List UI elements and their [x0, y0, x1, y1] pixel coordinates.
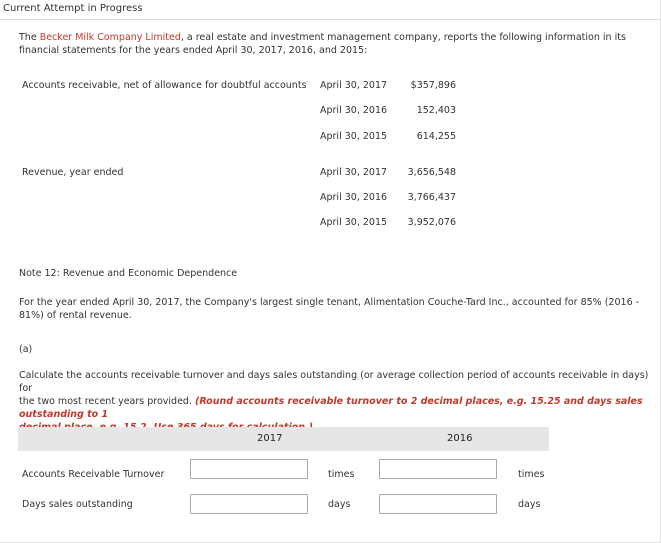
part-line1: Calculate the accounts receivable turnover and days sales outstanding (or average collection period of accounts receivable in days) for	[19, 370, 649, 394]
note-title: Note 12: Revenue and Economic Dependence	[19, 268, 238, 279]
accounts-receivable-label: Accounts receivable, net of allowance for doubtful accounts	[22, 80, 307, 91]
attempt-status-title: Current Attempt in Progress	[3, 3, 143, 14]
revenue-date-2015: April 30, 2015	[320, 217, 388, 228]
attempt-header	[0, 0, 661, 20]
part-instructions	[19, 369, 661, 434]
ar-date-2017: April 30, 2017	[320, 80, 388, 91]
intro-line1-rest: , a real estate and investment management company, reports the following information in its	[180, 32, 626, 43]
part-line2-plain: the two most recent years provided.	[19, 396, 195, 407]
note-line1: For the year ended April 30, 2017, the Company's largest single tenant, Alimentation Couche-Tard Inc., accounted for 85% (2016 -	[19, 297, 640, 308]
revenue-date-2017: April 30, 2017	[320, 167, 388, 178]
ar-value-2017: $357,896	[410, 80, 456, 91]
company-name: Becker Milk Company Limited	[39, 32, 181, 43]
intro-line2: financial statements for the years ended April 30, 2017, 2016, and 2015:	[19, 45, 368, 56]
dso-2017-unit: days	[328, 499, 351, 510]
dso-2017-input[interactable]	[190, 494, 308, 514]
ar-date-2015: April 30, 2015	[320, 131, 388, 142]
intro-prefix: The	[19, 32, 40, 43]
ar-date-2016: April 30, 2016	[320, 105, 388, 116]
dso-2016-unit: days	[518, 499, 541, 510]
dso-2016-input[interactable]	[379, 494, 497, 514]
ar-turnover-2017-unit: times	[328, 469, 355, 480]
year-header-2017: 2017	[257, 433, 283, 444]
year-header-2016: 2016	[447, 433, 473, 444]
ar-turnover-label: Accounts Receivable Turnover	[22, 469, 165, 480]
note-paragraph	[19, 296, 639, 322]
revenue-value-2017: 3,656,548	[407, 167, 456, 178]
ar-turnover-2017-input[interactable]	[190, 459, 308, 479]
revenue-value-2016: 3,766,437	[407, 192, 456, 203]
part-label: (a)	[19, 344, 33, 355]
note-line2: 81%) of rental revenue.	[19, 310, 132, 321]
revenue-value-2015: 3,952,076	[407, 217, 456, 228]
ar-turnover-2016-unit: times	[518, 469, 545, 480]
intro-paragraph	[19, 31, 626, 57]
rounding-instruction: (Round accounts receivable turnover to 2 decimal places, e.g. 15.25 and days sales outstanding to 1	[19, 396, 643, 420]
ar-value-2016: 152,403	[416, 105, 456, 116]
revenue-label: Revenue, year ended	[22, 167, 124, 178]
dso-label: Days sales outstanding	[22, 499, 133, 510]
revenue-date-2016: April 30, 2016	[320, 192, 388, 203]
ar-turnover-2016-input[interactable]	[379, 459, 497, 479]
ar-value-2015: 614,255	[416, 131, 456, 142]
